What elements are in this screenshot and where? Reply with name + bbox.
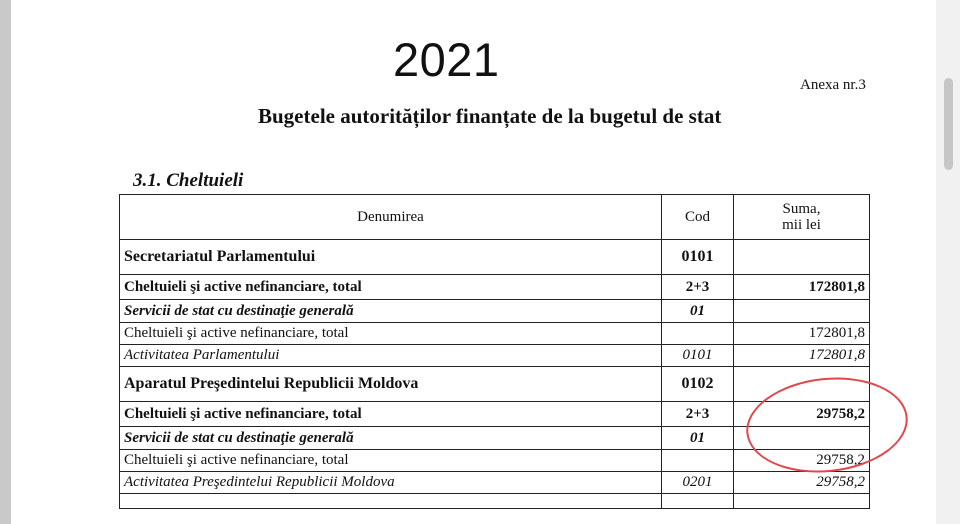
row-code: 2+3 <box>662 402 734 427</box>
header-sum-line1: Suma, <box>782 200 821 217</box>
table-row <box>120 240 870 275</box>
table-row <box>120 275 870 300</box>
row-name: Servicii de stat cu destinaţie generală <box>120 300 662 323</box>
row-name: Servicii de stat cu destinaţie generală <box>120 427 662 450</box>
row-code: 01 <box>662 300 734 323</box>
row-name: Cheltuieli şi active nefinanciare, total <box>120 402 662 427</box>
row-amount: 29758,2 <box>734 450 870 472</box>
header-sum <box>734 195 870 240</box>
cut-off-cell <box>734 494 870 509</box>
row-code: 2+3 <box>662 275 734 300</box>
table-row-cut-off <box>120 494 870 509</box>
row-amount: 172801,8 <box>734 275 870 300</box>
row-code: 0101 <box>662 345 734 367</box>
table-row <box>120 472 870 494</box>
header-sum-line2: mii lei <box>782 217 821 233</box>
document-title: Bugetele autorităților finanțate de la bugetul de stat <box>258 104 722 128</box>
row-amount: 172801,8 <box>734 345 870 367</box>
row-name: Cheltuieli şi active nefinanciare, total <box>120 450 662 472</box>
table-row <box>120 367 870 402</box>
cut-off-cell <box>120 494 662 509</box>
row-code: 0102 <box>662 367 734 402</box>
row-amount: 172801,8 <box>734 323 870 345</box>
row-amount: 29758,2 <box>734 402 870 427</box>
scrollbar-thumb[interactable] <box>944 78 953 170</box>
row-code: 0101 <box>662 240 734 275</box>
row-name: Cheltuieli şi active nefinanciare, total <box>120 275 662 300</box>
year-overlay: 2021 <box>393 33 500 86</box>
row-code: 01 <box>662 427 734 450</box>
row-code <box>662 450 734 472</box>
row-code: 0201 <box>662 472 734 494</box>
table-row <box>120 323 870 345</box>
annex-label: Anexa nr.3 <box>800 77 866 93</box>
left-margin <box>0 0 11 524</box>
section-heading: 3.1. Cheltuieli <box>133 170 244 191</box>
cut-off-cell <box>662 494 734 509</box>
table-header-row <box>120 195 870 240</box>
row-name: Activitatea Preşedintelui Republicii Moldova <box>120 472 662 494</box>
row-name: Activitatea Parlamentului <box>120 345 662 367</box>
row-amount <box>734 240 870 275</box>
row-name: Secretariatul Parlamentului <box>120 240 662 275</box>
row-code <box>662 323 734 345</box>
row-name: Aparatul Preşedintelui Republicii Moldova <box>120 367 662 402</box>
table-row <box>120 345 870 367</box>
budget-table <box>119 194 870 509</box>
header-code: Cod <box>662 195 734 240</box>
table-row <box>120 300 870 323</box>
row-amount: 29758,2 <box>734 472 870 494</box>
row-name: Cheltuieli şi active nefinanciare, total <box>120 323 662 345</box>
header-name: Denumirea <box>120 195 662 240</box>
row-amount <box>734 300 870 323</box>
